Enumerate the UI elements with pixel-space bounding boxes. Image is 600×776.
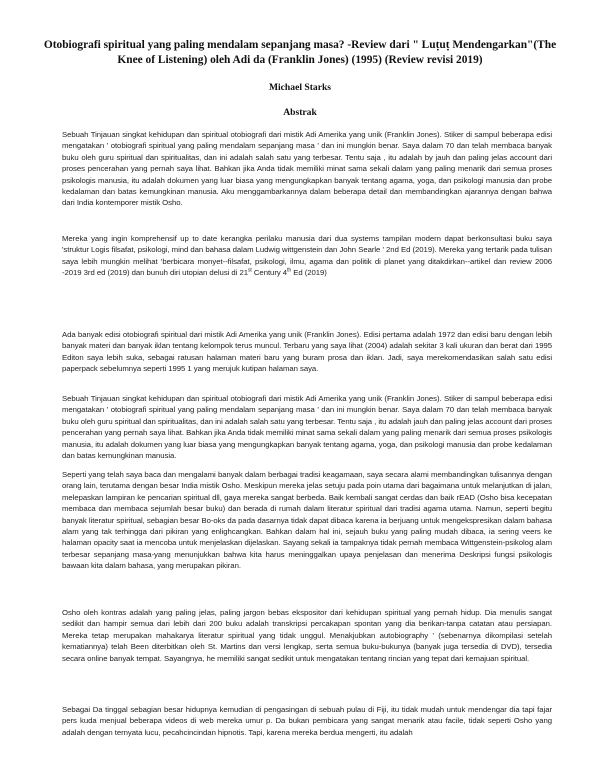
body-paragraph-3: Seperti yang telah saya baca dan mengalami banyak dalam berbagai tradisi keagamaan, saya secara alami membandingkan tulisannya dengan orang lain, terutama dengan besar India mistik Osho. Meskipun mereka jelas setuju pada poin utama dari bagaimana untuk melanjutkan di jalan, melepaskan lampiran ke pencarian spiritual dll, gaya mereka sangat berbeda. Baik kembali sangat cerdas dan baik rEAD (Osho bisa kecepatan membaca dan membaca sejumlah besar buku) dan berada di rumah dalam literatur spiritual dari tradisi agama utama. Namun, seperti begitu banyak literatur spiritual, sebagian besar Bo-oks da pada dasarnya tidak dapat dibaca karena ia berjuang untuk mengekspresikan dalam bahasa alam yang tak terhingga dari pikiran yang enlighcangkan. Bahkan dalam hal ini, sejauh buku yang paling mudah dibaca, ia sering veers ke halaman opacity saat ia mencoba untuk menjelaskan dijelaskan. Sayang sekali ia tampaknya tidak pernah membaca Wittgenstein-psikolog alam terbesar sepanjang masa-yang menunjukkan bahwa kita harus meninggalkan upaya penjelasan dan menerima Deskripsi fungsi psikologis bawaan kita dalam bahasa, yang merupakan pikiran. [62, 470, 552, 571]
author-name: Michael Starks [268, 82, 332, 93]
century-word: Century 4 [251, 268, 288, 278]
ordinal-th: th [287, 267, 292, 274]
edition-tail: Ed (2019) [291, 268, 327, 278]
abstract-paragraph-1: Sebuah Tinjauan singkat kehidupan dan spiritual otobiografi dari mistik Adi Amerika yang unik (Franklin Jones). Stiker di sampul beberapa edisi mengatakan ' otobiografi spiritual yang paling mendalam sepanjang masa ' dan ini mungkin benar. Saya dalam 70 dan telah membaca banyak buku oleh guru spiritual dan spiritualitas, dan ini adalah salah satu yang terbesar. Tentu saja , itu adalah by jauh dan paling jelas account dari proses pencerahan yang pernah saya lihat. Bahkan jika Anda tidak memiliki minat sama sekali dalam yang paling menarik dari semua proses psikologis manusia, itu adalah dokumen yang luar biasa yang mengungkapkan banyak tentang agama, yoga, dan psikologi manusia dan probe kedalaman dan batas kemungkinan manusia. Aku menggambarkannya dalam beberapa detail dan membandingkan ajarannya dengan bahwa dari India kontemporer mistik Osho. [62, 130, 552, 208]
body-paragraph-2: Sebuah Tinjauan singkat kehidupan dan spiritual otobiografi dari mistik Adi Amerika yang unik (Franklin Jones). Stiker di sampul beberapa edisi mengatakan ' otobiografi spiritual yang paling mendalam sepanjang masa ' dan ini mungkin benar. Saya dalam 70 dan telah membaca banyak buku oleh guru spiritual dan spiritualitas, dan ini adalah salah satu yang terbesar. Tentu saja , itu adalah jauh dan paling jelas account dari proses pencerahan yang pernah saya lihat. Bahkan jika Anda tidak memiliki minat sama sekali dalam yang paling menarik dari semua proses psikologis manusia, itu adalah dokumen yang luar biasa yang mengungkapkan banyak tentang agama, yoga, dan psikologi manusia dan probe kedalaman dan batas kemungkinan manusia. [62, 394, 552, 461]
body-paragraph-4: Osho oleh kontras adalah yang paling jelas, paling jargon bebas ekspositor dari kehidupan spiritual yang pernah hidup. Dia menulis sangat sedikit dan hampir semua dari lebih dari 200 buku adalah transkripsi percakapan spontan yang dia berikan-tanpa catatan atau persiapan. Mereka tetap merupakan mahakarya literatur spiritual yang tidak unggul. Menakjubkan autobiography ' (sebenarnya dikompilasi setelah kematiannya) telah Been diterbitkan oleh St. Martins dan versi lengkap, serta semua buku-bukunya (banyak juga tersedia di DVD), tersedia secara online banyak tempat. Sayangnya, he memiliki sangat sedikit untuk mengatakan tentang rincian yang tepat dari kemajuan spiritual. [62, 608, 552, 663]
ordinal-st: st [247, 267, 252, 274]
body-paragraph-5: Sebagai Da tinggal sebagian besar hidupnya kemudian di pengasingan di sebuah pulau di Fiji, itu tidak mudah untuk mendengar dia tapi fajar pers kuda menjual beberapa videos di web mereka umur p. Da bukan pembicara yang sangat menarik atau facile, tidak seperti Osho yang adalah dengan ternyata lucu, pecahcincindan hipnotis. Tapi, karena mereka berdua mengerti, itu adalah [62, 705, 552, 737]
body-paragraph-1: Ada banyak edisi otobiografi spiritual dari mistik Adi Amerika yang unik (Franklin Jones). Edisi pertama adalah 1972 dan edisi baru dengan lebih banyak materi dan banyak iklan tentang kelompok terus muncul. Terbaru yang saya lihat (2004) adalah sekitar 3 kali ukuran dan berat dari 1995 Editon saya lebih suka, sebagai ratusan halaman materi baru yang buram prosa dan iklan. Jadi, saya merekomendasikan salah satu edisi paperpack sebelumnya seperti 1995 1 yang merujuk kutipan halaman saya. [62, 330, 552, 374]
document-title: Otobiografi spiritual yang paling mendalam sepanjang masa? -Review dari " Luṭuṭ Mendengarkan"(The Knee of Listening) oleh Adi da (Franklin Jones) (1995) (Review revisi 2019) [43, 39, 557, 66]
abstract-paragraph-2-text: Mereka yang ingin komprehensif up to date kerangka perilaku manusia dari dua systems tampilan modern dapat berkonsultasi buku saya 'struktur Logis filsafat, psikologi, mind dan bahasa dalam Ludwig wittgenstein dan John Searle ' 2nd Ed (2019). Mereka yang tertarik pada tulisan saya lebih mungkin melihat 'berbicara monyet--filsafat, psikologi, ilmu, agama dan politik di planet yang ditakdirkan--artikel dan review 2006 -2019 3rd ed (2019) dan bunuh diri utopian delusi di 21 [62, 234, 552, 278]
abstract-heading: Abstrak [283, 107, 317, 118]
abstract-paragraph-2 [62, 233, 552, 279]
